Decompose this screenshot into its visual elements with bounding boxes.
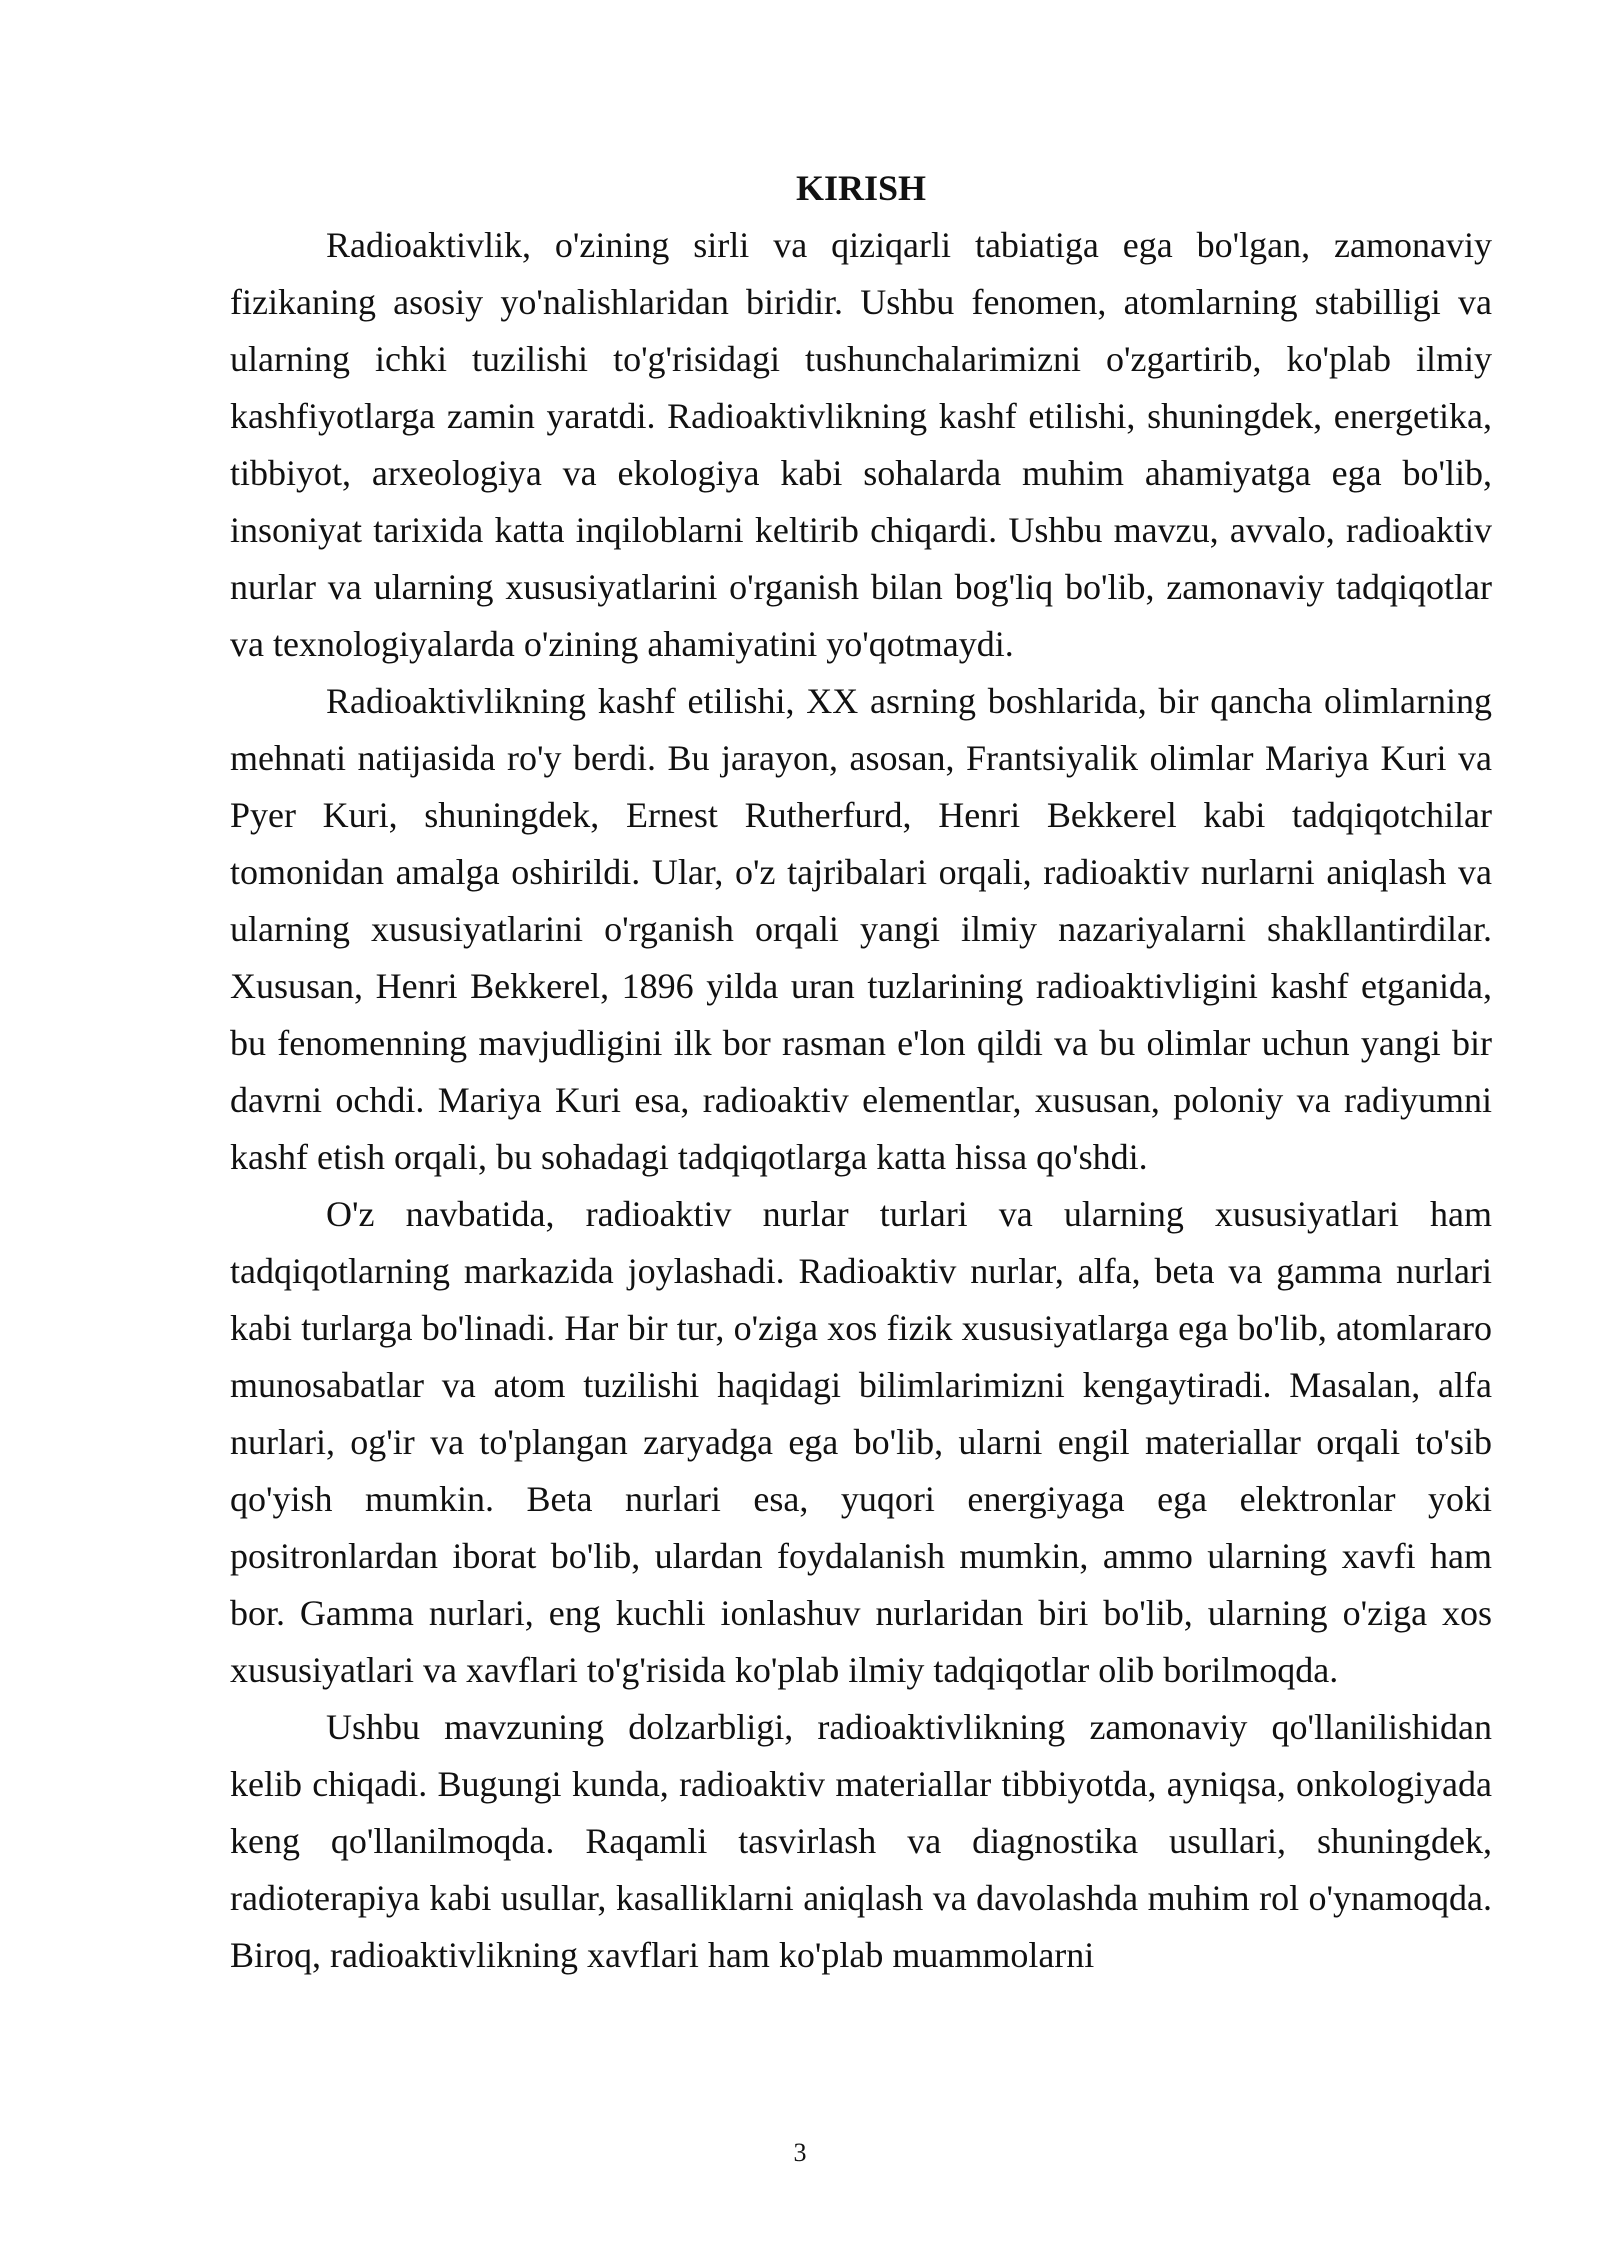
paragraph-discovery-history: Radioaktivlikning kashf etilishi, XX asrning boshlarida, bir qancha olimlarning mehnati natijasida ro'y berdi. Bu jarayon, asosan, Frantsiyalik olimlar Mariya Kuri va Pyer Kuri, shuningdek, Ernest Rutherfurd, Henri Bekkerel kabi tadqiqotchilar tomonidan amalga oshirildi. Ular, o'z tajribalari orqali, radioaktiv nurlarni aniqlash va ularning xususiyatlarini o'rganish orqali yangi ilmiy nazariyalarni shakllantirdilar. Xususan, Henri Bekkerel, 1896 yilda uran tuzlarining radioaktivligini kashf etganida, bu fenomenning mavjudligini ilk bor rasman e'lon qildi va bu olimlar uchun yangi bir davrni ochdi. Mariya Kuri esa, radioaktiv elementlar, xususan, poloniy va radiyumni kashf etish orqali, bu sohadagi tadqiqotlarga katta hissa qo'shdi. (230, 681, 1492, 1177)
page-body (230, 160, 1492, 1984)
page-number: 3 (793, 2138, 807, 2167)
section-title: KIRISH (795, 168, 927, 208)
paragraph-intro: Radioaktivlik, o'zining sirli va qiziqarli tabiatiga ega bo'lgan, zamonaviy fizikaning asosiy yo'nalishlaridan biridir. Ushbu fenomen, atomlarning stabilligi va ularning ichki tuzilishi to'g'risidagi tushunchalarimizni o'zgartirib, ko'plab ilmiy kashfiyotlarga zamin yaratdi. Radioaktivlikning kashf etilishi, shuningdek, energetika, tibbiyot, arxeologiya va ekologiya kabi sohalarda muhim ahamiyatga ega bo'lib, insoniyat tarixida katta inqiloblarni keltirib chiqardi. Ushbu mavzu, avvalo, radioaktiv nurlar va ularning xususiyatlarini o'rganish bilan bog'liq bo'lib, zamonaviy tadqiqotlar va texnologiyalarda o'zining ahamiyatini yo'qotmaydi. (230, 225, 1492, 664)
paragraph-relevance: Ushbu mavzuning dolzarbligi, radioaktivlikning zamonaviy qo'llanilishidan kelib chiqadi. Bugungi kunda, radioaktiv materiallar tibbiyotda, ayniqsa, onkologiyada keng qo'llanilmoqda. Raqamli tasvirlash va diagnostika usullari, shuningdek, radioterapiya kabi usullar, kasalliklarni aniqlash va davolashda muhim rol o'ynamoqda. Biroq, radioaktivlikning xavflari ham ko'plab muammolarni (230, 1707, 1492, 1975)
paragraph-radiation-types: O'z navbatida, radioaktiv nurlar turlari va ularning xususiyatlari ham tadqiqotlarning markazida joylashadi. Radioaktiv nurlar, alfa, beta va gamma nurlari kabi turlarga bo'linadi. Har bir tur, o'ziga xos fizik xususiyatlarga ega bo'lib, atomlararo munosabatlar va atom tuzilishi haqidagi bilimlarimizni kengaytiradi. Masalan, alfa nurlari, og'ir va to'plangan zaryadga ega bo'lib, ularni engil materiallar orqali to'sib qo'yish mumkin. Beta nurlari esa, yuqori energiyaga ega elektronlar yoki positronlardan iborat bo'lib, ulardan foydalanish mumkin, ammo ularning xavfi ham bor. Gamma nurlari, eng kuchli ionlashuv nurlaridan biri bo'lib, ularning o'ziga xos xususiyatlari va xavflari to'g'risida ko'plab ilmiy tadqiqotlar olib borilmoqda. (230, 1194, 1492, 1690)
